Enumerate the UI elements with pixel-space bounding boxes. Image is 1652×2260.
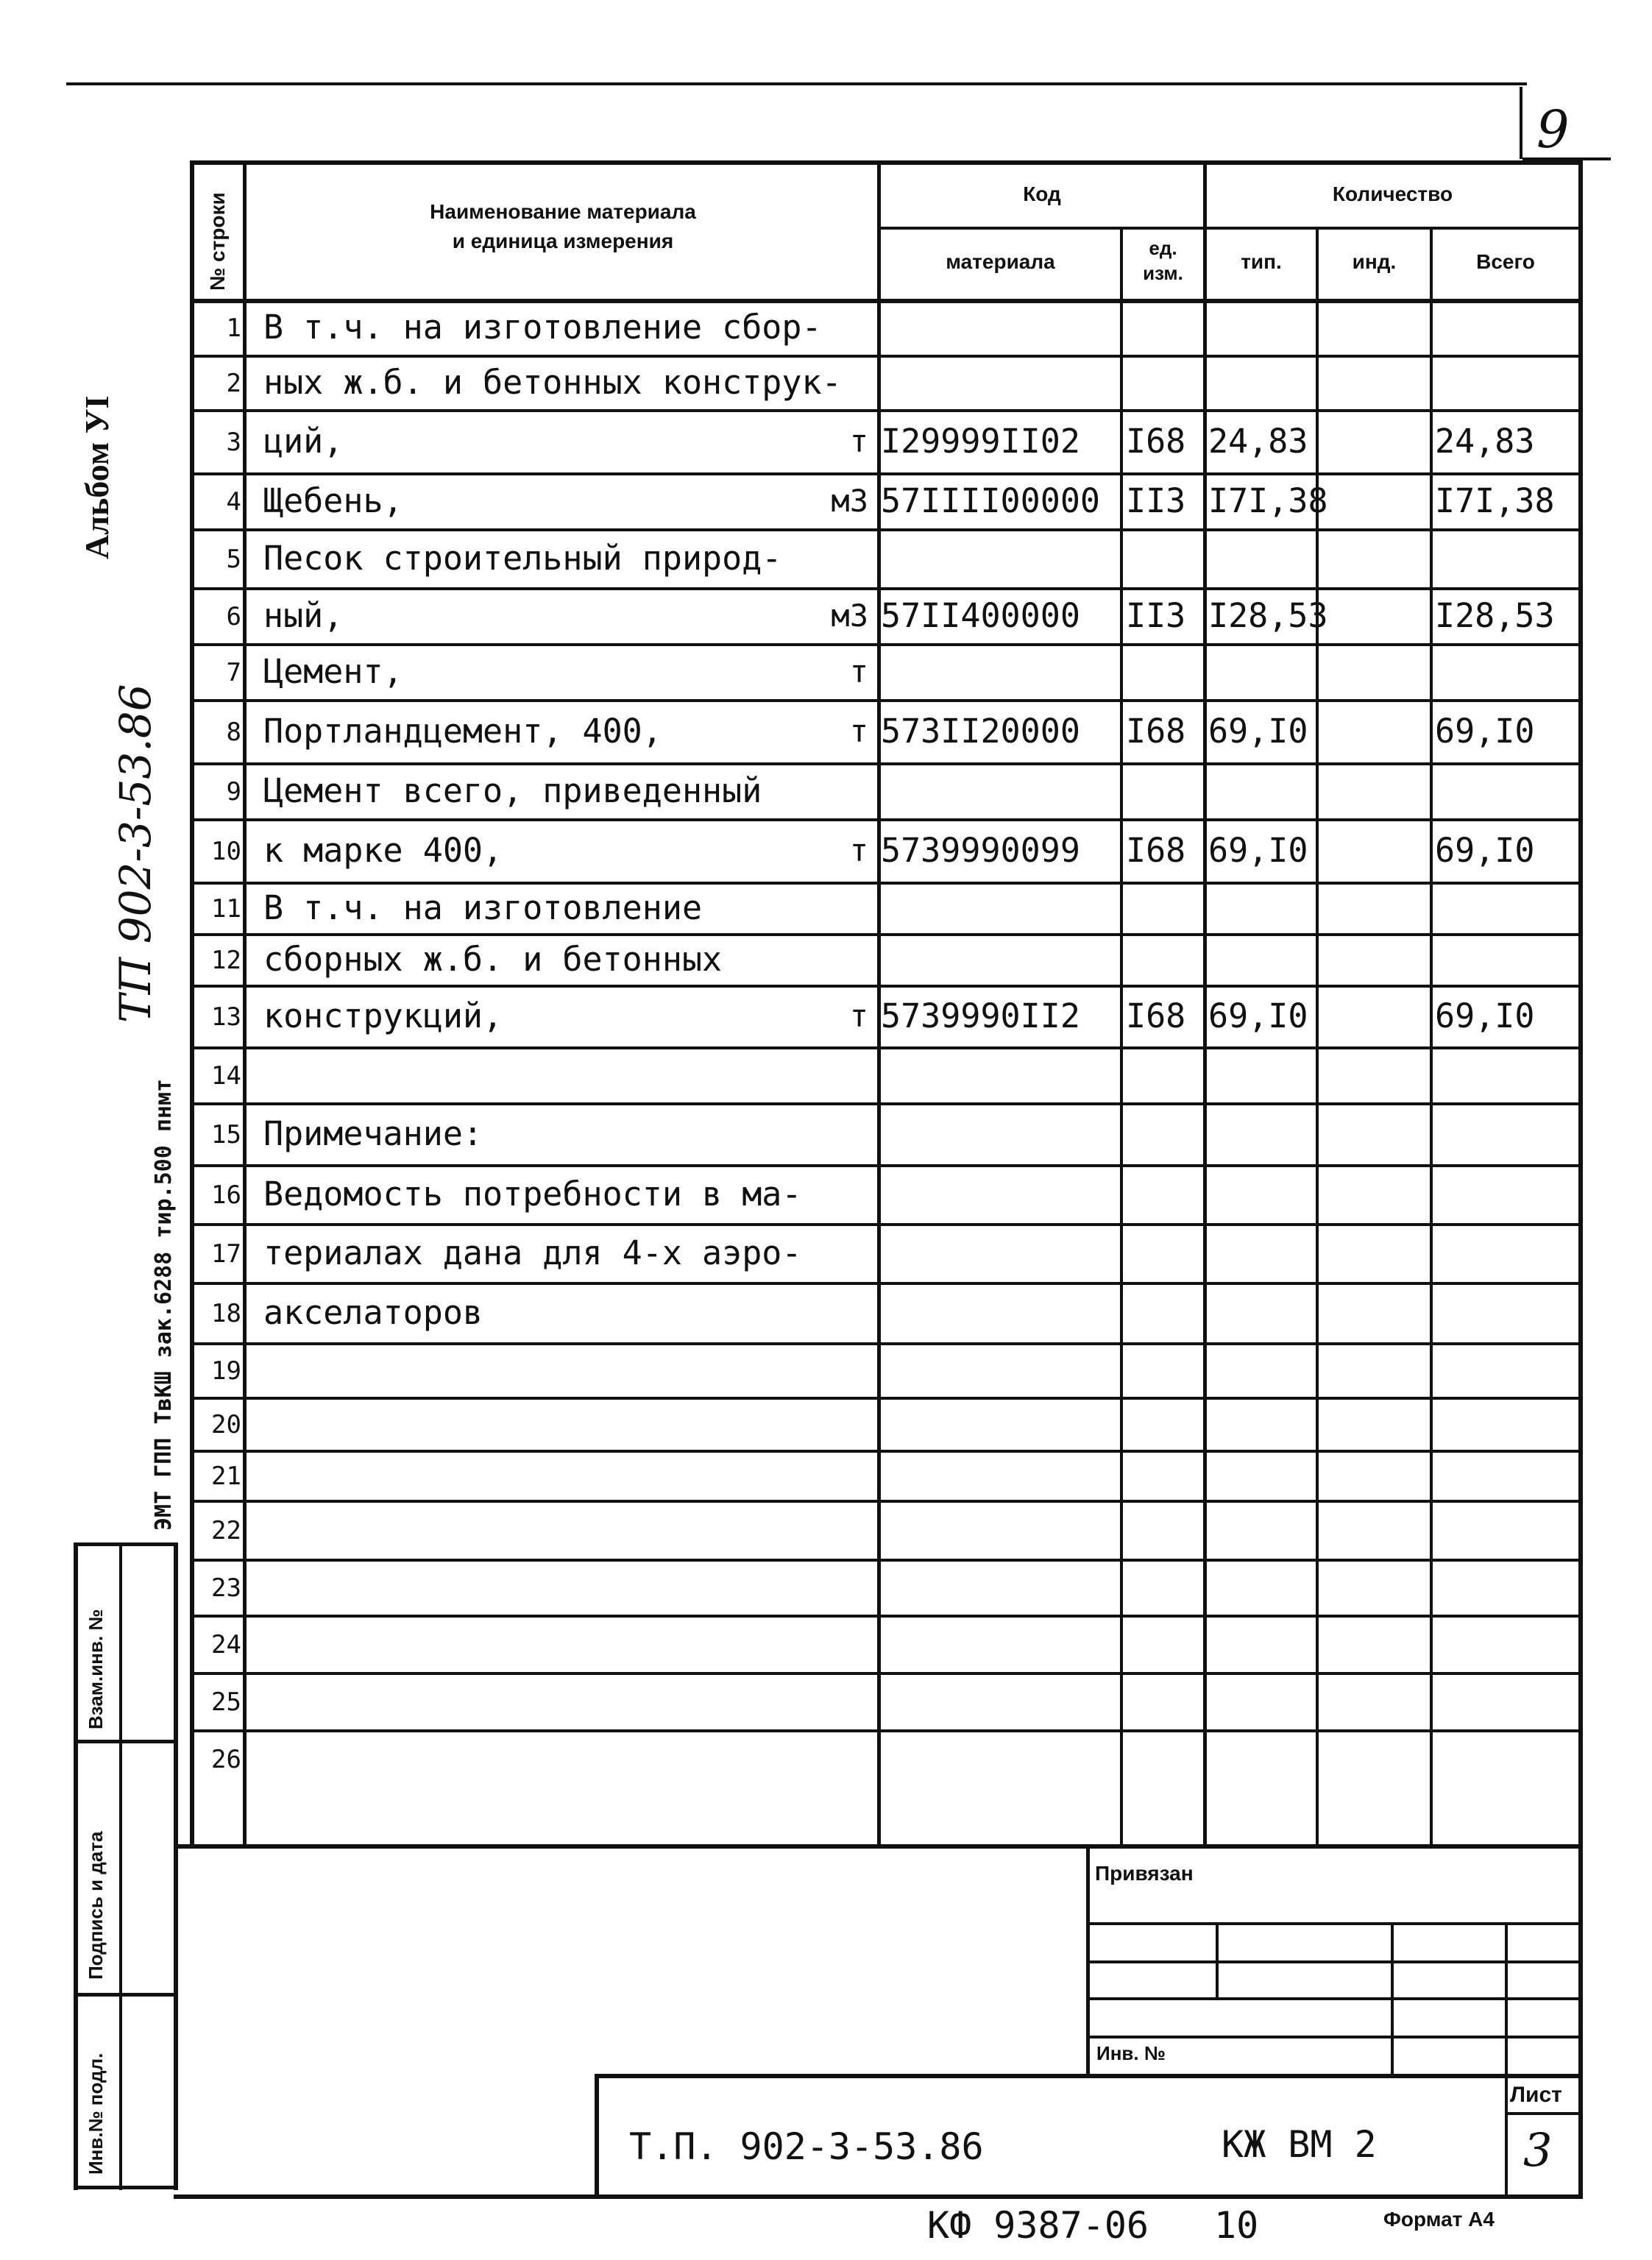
row-name: Цемент,: [263, 652, 403, 691]
row-name: сборных ж.б. и бетонных: [263, 940, 723, 979]
row-number: 8: [226, 718, 241, 747]
row-material-code: 57IIII00000: [881, 481, 1101, 520]
row-number: 16: [211, 1180, 241, 1210]
row-material-code: 5739990099: [881, 831, 1080, 870]
bound-label: Привязан: [1095, 1862, 1194, 1885]
sheet-number-top: 9: [1536, 99, 1570, 160]
row-number: 12: [211, 946, 241, 975]
stamp-replace-inv: Взам.инв. №: [85, 1609, 107, 1729]
header-code-unit: [1123, 235, 1203, 286]
row-number: 18: [211, 1299, 241, 1328]
row-number: 22: [211, 1516, 241, 1545]
stamp-sign-date: Подпись и дата: [85, 1831, 107, 1980]
inv-no-label: Инв. №: [1096, 2042, 1166, 2064]
header-code: Код: [1023, 183, 1061, 205]
row-number: 15: [211, 1120, 241, 1150]
row-number: 14: [211, 1061, 241, 1091]
row-unit: т: [849, 713, 868, 749]
header-qty: Количество: [1332, 183, 1453, 205]
row-qty-total: 69,I0: [1435, 831, 1535, 870]
row-material-code: 573II20000: [881, 712, 1080, 751]
row-qty-total: 24,83: [1435, 422, 1535, 461]
row-qty-total: 69,I0: [1435, 996, 1535, 1035]
row-material-code: 57II400000: [881, 596, 1080, 635]
row-name: Песок строительный природ-: [263, 539, 782, 578]
bottom-num: 10: [1214, 2204, 1259, 2247]
row-number: 1: [226, 314, 241, 343]
row-number: 21: [211, 1462, 241, 1491]
row-number: 11: [211, 894, 241, 924]
header-row-no: № строки: [206, 192, 229, 291]
row-name: к марке 400,: [263, 831, 503, 870]
stamp-inv-orig: Инв.№ подл.: [85, 2052, 107, 2175]
row-name: конструкций,: [263, 996, 503, 1035]
row-name: ный,: [263, 596, 344, 635]
row-number: 6: [226, 602, 241, 631]
project-code-side: ТП 902-3-53.86: [110, 684, 160, 1023]
row-unit-code: I68: [1126, 996, 1186, 1035]
row-number: 7: [226, 658, 241, 687]
row-qty-total: I7I,38: [1435, 481, 1555, 520]
row-number: 3: [226, 428, 241, 457]
row-name: ных ж.б. и бетонных конструк-: [263, 363, 842, 402]
header-name-line2: и единица измерения: [452, 230, 674, 252]
row-name: Примечание:: [263, 1114, 483, 1153]
row-unit: т: [849, 832, 868, 868]
format-label: Формат А4: [1383, 2208, 1495, 2231]
header-qty-ind: инд.: [1352, 250, 1397, 273]
row-unit-code: I68: [1126, 712, 1186, 751]
row-unit: т: [849, 998, 868, 1034]
row-number: 9: [226, 777, 241, 807]
row-qty-typ: 69,I0: [1208, 831, 1308, 870]
row-number: 19: [211, 1356, 241, 1386]
row-number: 17: [211, 1239, 241, 1269]
row-unit: т: [849, 653, 868, 690]
row-name: Цемент всего, приведенный: [263, 771, 762, 810]
row-name: В т.ч. на изготовление: [263, 888, 703, 927]
row-number: 5: [226, 545, 241, 574]
row-qty-total: I28,53: [1435, 596, 1555, 635]
row-number: 24: [211, 1630, 241, 1659]
row-material-code: I29999II02: [881, 422, 1080, 461]
row-qty-typ: 69,I0: [1208, 996, 1308, 1035]
row-name: акселаторов: [263, 1293, 483, 1332]
bottom-code: КФ 9387-06: [927, 2204, 1149, 2247]
row-number: 20: [211, 1410, 241, 1439]
row-unit-code: II3: [1126, 596, 1186, 635]
row-unit-code: II3: [1126, 481, 1186, 520]
row-qty-typ: I28,53: [1208, 596, 1328, 635]
header-code-material: материала: [946, 250, 1055, 273]
header-name: [250, 197, 876, 256]
row-number: 10: [211, 837, 241, 866]
row-qty-typ: 69,I0: [1208, 712, 1308, 751]
order-stamp: ЭМТ ГПП ТвКШ зак.6288 тир.500 пнмт: [151, 1078, 177, 1531]
row-name: В т.ч. на изготовление сбор-: [263, 308, 822, 347]
row-unit: м3: [831, 598, 868, 634]
header-code-unit-l1: ед.: [1149, 237, 1177, 259]
header-qty-total: Всего: [1476, 250, 1535, 273]
row-material-code: 5739990II2: [881, 996, 1080, 1035]
album-label: Альбом УI: [78, 395, 116, 559]
row-name: териалах дана для 4-х аэро-: [263, 1233, 802, 1272]
header-name-line1: Наименование материала: [430, 200, 696, 223]
row-name: Ведомость потребности в ма-: [263, 1175, 802, 1214]
row-number: 13: [211, 1002, 241, 1032]
row-unit: т: [849, 423, 868, 459]
row-number: 2: [226, 369, 241, 398]
row-number: 23: [211, 1573, 241, 1603]
row-name: Щебень,: [263, 481, 403, 520]
row-qty-total: 69,I0: [1435, 712, 1535, 751]
row-qty-typ: 24,83: [1208, 422, 1308, 461]
row-name: Портландцемент, 400,: [263, 712, 662, 751]
row-qty-typ: I7I,38: [1208, 481, 1328, 520]
row-number: 4: [226, 487, 241, 517]
doc-code: Т.П. 902-3-53.86: [629, 2125, 984, 2168]
header-code-unit-l2: изм.: [1143, 262, 1183, 284]
header-qty-typ: тип.: [1241, 250, 1282, 273]
row-number: 26: [211, 1745, 241, 1774]
doc-mark: КЖ ВМ 2: [1222, 2123, 1377, 2166]
sheet-number: 3: [1523, 2123, 1553, 2177]
row-unit-code: I68: [1126, 831, 1186, 870]
row-unit-code: I68: [1126, 422, 1186, 461]
row-name: ций,: [263, 422, 344, 461]
row-number: 25: [211, 1687, 241, 1717]
row-unit: м3: [831, 483, 868, 519]
sheet-label: Лист: [1510, 2083, 1562, 2107]
